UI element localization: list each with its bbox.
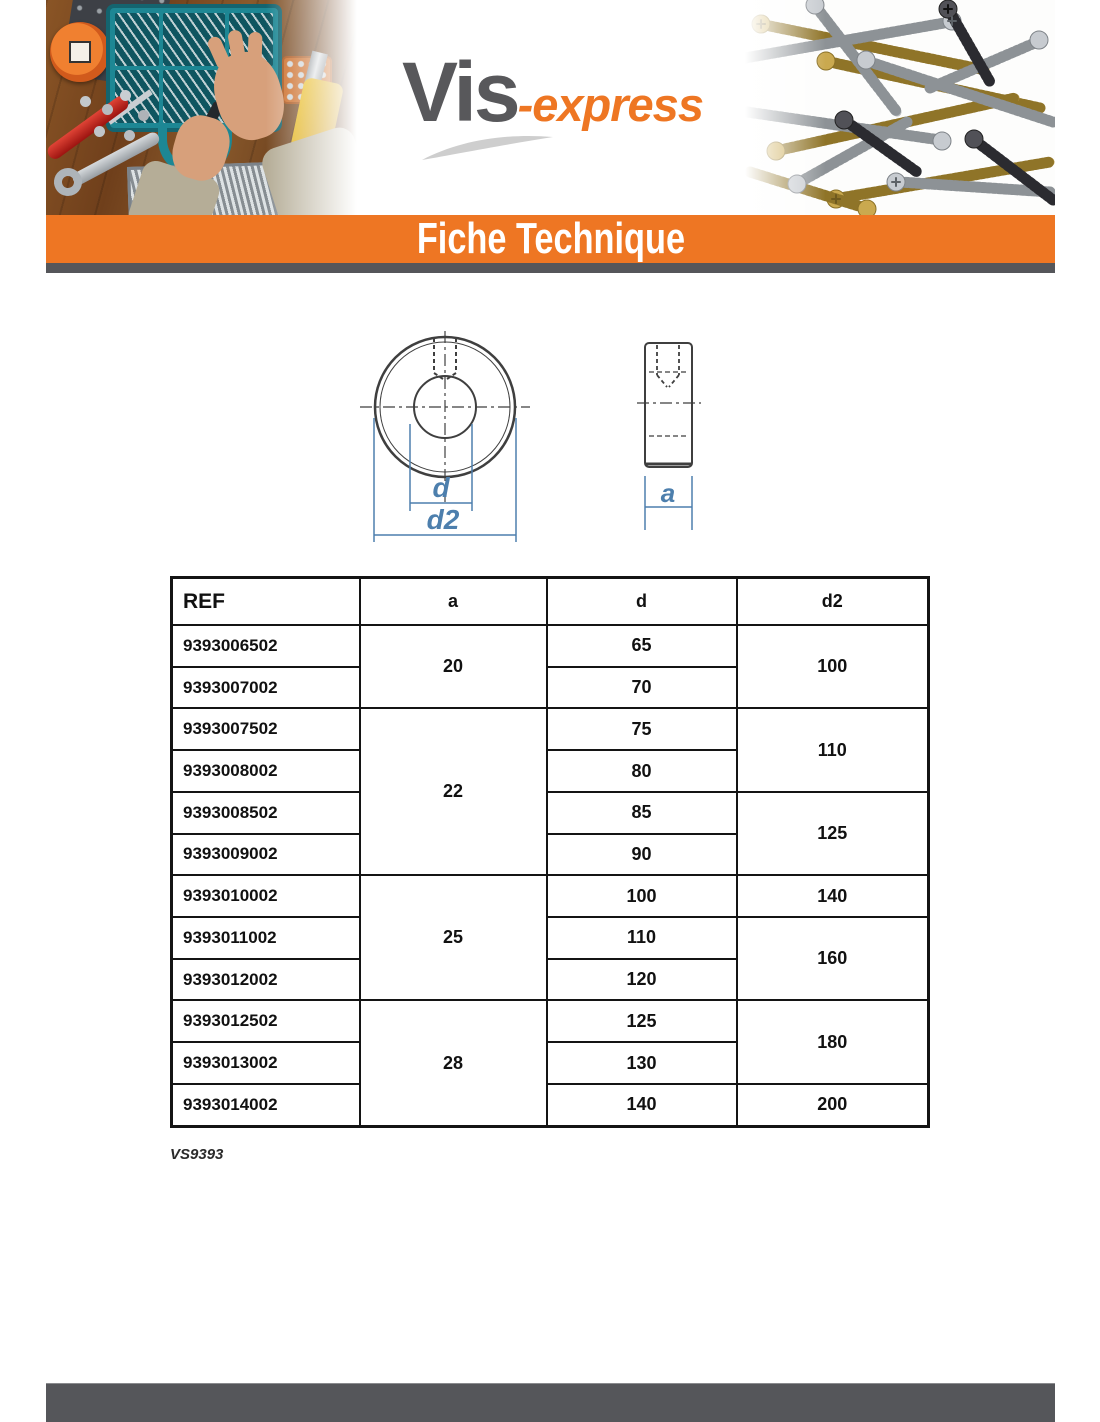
table-row xyxy=(172,917,929,959)
a-value-cell: 25 xyxy=(360,875,547,1000)
d2-value-cell: 110 xyxy=(737,708,929,791)
a-value-cell: 20 xyxy=(360,625,547,708)
d-value-cell: 120 xyxy=(547,959,737,1001)
d2-value-cell: 100 xyxy=(737,625,929,708)
ref-cell: 9393013002 xyxy=(172,1042,360,1084)
ref-cell: 9393007002 xyxy=(172,667,360,709)
ref-cell: 9393012502 xyxy=(172,1000,360,1042)
ref-cell: 9393010002 xyxy=(172,875,360,917)
workbench-photo xyxy=(46,0,360,215)
footer-bar xyxy=(46,1383,1055,1422)
table-header-row xyxy=(172,578,929,626)
table-row xyxy=(172,625,929,667)
divider-bar xyxy=(46,263,1055,273)
d-value-cell: 85 xyxy=(547,792,737,834)
ref-cell: 9393012002 xyxy=(172,959,360,1001)
d-value-cell: 140 xyxy=(547,1084,737,1127)
doc-ref: VS9393 xyxy=(170,1146,224,1163)
a-value-cell: 22 xyxy=(360,708,547,875)
table-row xyxy=(172,1084,929,1127)
ref-cell: 9393009002 xyxy=(172,834,360,876)
d-value-cell: 80 xyxy=(547,750,737,792)
d-value-cell: 65 xyxy=(547,625,737,667)
d-value-cell: 90 xyxy=(547,834,737,876)
table-row xyxy=(172,1000,929,1042)
d-value-cell: 70 xyxy=(547,667,737,709)
ref-cell: 9393011002 xyxy=(172,917,360,959)
logo-swoosh xyxy=(420,131,555,163)
table-row xyxy=(172,875,929,917)
screws-photo xyxy=(745,0,1055,215)
d-value-cell: 75 xyxy=(547,708,737,750)
d-value-cell: 130 xyxy=(547,1042,737,1084)
side-view-drawing xyxy=(637,343,701,467)
brand-logo xyxy=(360,0,745,215)
technical-drawing xyxy=(0,330,1100,575)
banner-title: Fiche Technique xyxy=(416,214,685,263)
spec-table-body xyxy=(172,625,929,1127)
ref-cell: 9393008002 xyxy=(172,750,360,792)
inner-diameter-label: d xyxy=(432,472,450,503)
d-value-cell: 100 xyxy=(547,875,737,917)
ref-cell: 9393007502 xyxy=(172,708,360,750)
header-a: a xyxy=(360,578,547,626)
d2-value-cell: 125 xyxy=(737,792,929,875)
banner xyxy=(46,215,1055,263)
outer-diameter-label: d2 xyxy=(426,504,460,535)
screws-photo-illustration xyxy=(745,0,1055,215)
logo-text-suffix: -express xyxy=(517,78,703,131)
ref-cell: 9393006502 xyxy=(172,625,360,667)
header-d2: d2 xyxy=(737,578,929,626)
spec-table xyxy=(170,576,930,1128)
d2-value-cell: 160 xyxy=(737,917,929,1000)
table-row xyxy=(172,708,929,750)
header-ref: REF xyxy=(172,578,360,626)
d2-value-cell: 200 xyxy=(737,1084,929,1127)
logo-text-primary: Vis xyxy=(402,45,518,139)
d2-value-cell: 180 xyxy=(737,1000,929,1083)
table-row xyxy=(172,792,929,834)
width-label: a xyxy=(660,478,676,508)
d-value-cell: 110 xyxy=(547,917,737,959)
ref-cell: 9393008502 xyxy=(172,792,360,834)
a-value-cell: 28 xyxy=(360,1000,547,1126)
d-value-cell: 125 xyxy=(547,1000,737,1042)
header-d: d xyxy=(547,578,737,626)
d2-value-cell: 140 xyxy=(737,875,929,917)
ref-cell: 9393014002 xyxy=(172,1084,360,1127)
